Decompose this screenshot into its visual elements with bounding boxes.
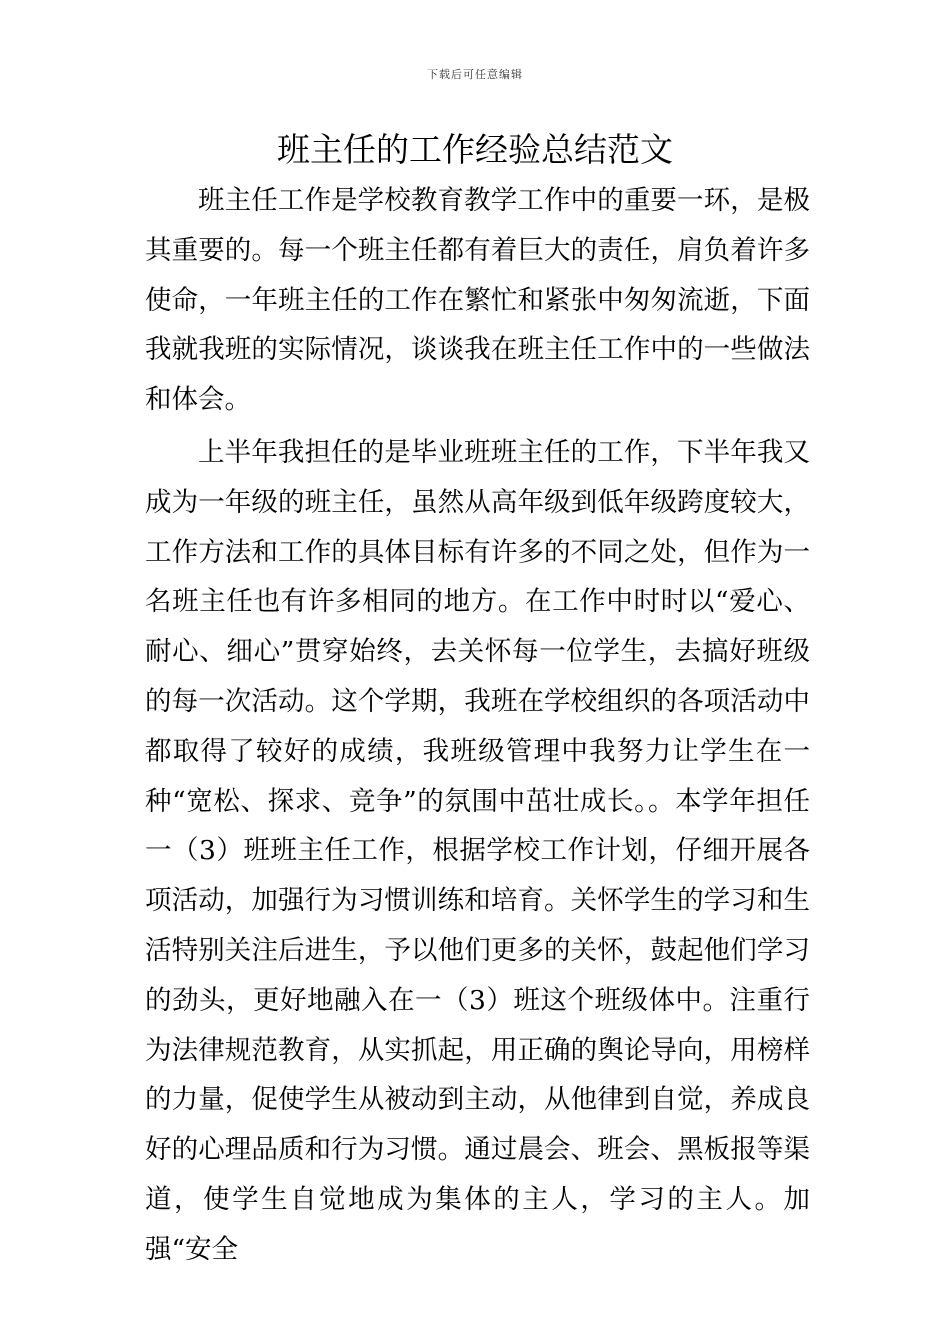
paragraph-2: 上半年我担任的是毕业班班主任的工作，下半年我又成为一年级的班主任，虽然从高年级到低年级跨度较大，工作方法和工作的具体目标有许多的不同之处，但作为一名班主任也有许多相同的地方。在工作中时时以“爱心、耐心、细心”贯穿始终，去关怀每一位学生，去搞好班级的每一次活动。这个学期，我班在学校组织的各项活动中都取得了较好的成绩，我班级管理中我努力让学生在一种“宽松、探求、竞争”的氛围中茁壮成长。。本学年担任一（3）班班主任工作，根据学校工作计划，仔细开展各项活动，加强行为习惯训练和培育。关怀学生的学习和生活特别关注后进生，予以他们更多的关怀，鼓起他们学习的劲头，更好地融入在一（3）班这个班级体中。注重行为法律规范教育，从实抓起，用正确的舆论导向，用榜样的力量，促使学生从被动到主动，从他律到自觉，养成良好的心理品质和行为习惯。通过晨会、班会、黑板报等渠道，使学生自觉地成为集体的主人，学习的主人。加强“安全 [145,436,810,1265]
paragraph-1: 班主任工作是学校教育教学工作中的重要一环，是极其重要的。每一个班主任都有着巨大的责任，肩负着许多使命，一年班主任的工作在繁忙和紧张中匆匆流逝，下面我就我班的实际情况，谈谈我在班主任工作中的一些做法和体会。 [145,185,810,416]
document-title: 班主任的工作经验总结范文 [277,130,673,169]
header-note: 下载后可任意编辑 [427,68,523,81]
document-body [145,176,810,1275]
